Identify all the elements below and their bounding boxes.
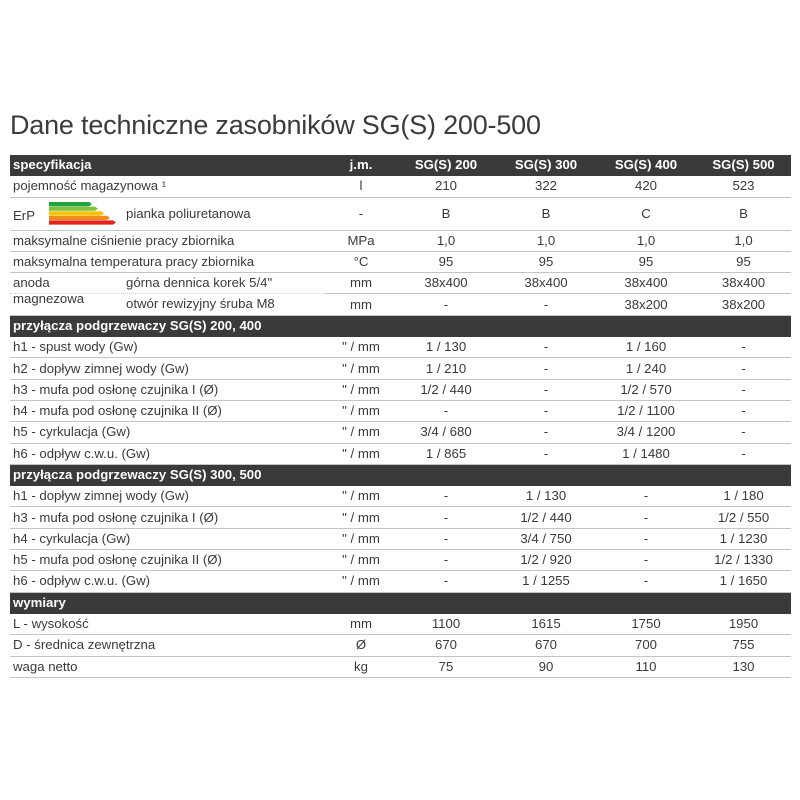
row-value: - bbox=[396, 571, 496, 592]
row-value: 1/2 / 1330 bbox=[696, 550, 791, 571]
erp-bar bbox=[49, 220, 116, 224]
row-unit: " / mm bbox=[326, 550, 396, 571]
erp-row bbox=[10, 197, 791, 230]
spec-table bbox=[10, 155, 791, 678]
row-value: 1/2 / 920 bbox=[496, 550, 596, 571]
row-value: 1 / 130 bbox=[496, 486, 596, 507]
row-value: 1615 bbox=[496, 613, 596, 634]
table-row bbox=[10, 422, 791, 443]
section-title: przyłącza podgrzewaczy SG(S) 300, 500 bbox=[10, 464, 791, 485]
row-value: - bbox=[396, 294, 496, 315]
row-value: 38x400 bbox=[396, 273, 496, 294]
row-unit: MPa bbox=[326, 230, 396, 251]
row-label: D - średnica zewnętrzna bbox=[10, 635, 326, 656]
header-spec: specyfikacja bbox=[10, 155, 326, 176]
section-title: przyłącza podgrzewaczy SG(S) 200, 400 bbox=[10, 315, 791, 336]
row-value: 1 / 180 bbox=[696, 486, 791, 507]
row-value: - bbox=[496, 422, 596, 443]
erp-energy-bars-icon bbox=[49, 202, 129, 226]
row-label: h1 - spust wody (Gw) bbox=[10, 337, 326, 358]
row-value: - bbox=[396, 400, 496, 421]
row-value: - bbox=[696, 400, 791, 421]
table-row bbox=[10, 379, 791, 400]
row-value: 38x400 bbox=[496, 273, 596, 294]
row-value: 90 bbox=[496, 656, 596, 677]
header-unit: j.m. bbox=[326, 155, 396, 176]
row-unit: - bbox=[326, 197, 396, 230]
row-value: 1/2 / 440 bbox=[396, 379, 496, 400]
row-value: 1 / 865 bbox=[396, 443, 496, 464]
table-row bbox=[10, 571, 791, 592]
erp-cell bbox=[10, 197, 326, 230]
row-value: 75 bbox=[396, 656, 496, 677]
erp-bar bbox=[49, 211, 104, 215]
row-value: 1950 bbox=[696, 613, 791, 634]
row-value: B bbox=[696, 197, 791, 230]
table-row bbox=[10, 635, 791, 656]
anoda-row bbox=[10, 273, 791, 294]
header-model: SG(S) 400 bbox=[596, 155, 696, 176]
table-row bbox=[10, 486, 791, 507]
row-value: - bbox=[696, 443, 791, 464]
row-value: 1 / 240 bbox=[596, 358, 696, 379]
table-row bbox=[10, 550, 791, 571]
row-value: 1/2 / 1100 bbox=[596, 400, 696, 421]
row-label: h5 - mufa pod osłonę czujnika II (Ø) bbox=[10, 550, 326, 571]
row-value: - bbox=[696, 358, 791, 379]
erp-bar bbox=[49, 202, 92, 206]
table-row bbox=[10, 613, 791, 634]
row-value: 1,0 bbox=[696, 230, 791, 251]
row-unit: mm bbox=[326, 294, 396, 315]
row-value: 38x200 bbox=[596, 294, 696, 315]
row-value: - bbox=[596, 486, 696, 507]
row-value: 95 bbox=[496, 251, 596, 272]
row-value: 670 bbox=[396, 635, 496, 656]
row-unit: " / mm bbox=[326, 443, 396, 464]
row-unit: Ø bbox=[326, 635, 396, 656]
row-unit: " / mm bbox=[326, 400, 396, 421]
row-label: h4 - cyrkulacja (Gw) bbox=[10, 528, 326, 549]
row-value: C bbox=[596, 197, 696, 230]
row-value: 1 / 160 bbox=[596, 337, 696, 358]
row-value: 1 / 1480 bbox=[596, 443, 696, 464]
row-value: 95 bbox=[596, 251, 696, 272]
table-header-row bbox=[10, 155, 791, 176]
row-value: - bbox=[496, 443, 596, 464]
anoda-label-line2: magnezowa bbox=[13, 291, 85, 307]
section-title: wymiary bbox=[10, 592, 791, 613]
table-row bbox=[10, 443, 791, 464]
row-value: 110 bbox=[596, 656, 696, 677]
anoda-label-line1: anoda bbox=[13, 275, 50, 291]
row-value: 210 bbox=[396, 176, 496, 197]
row-value: - bbox=[596, 528, 696, 549]
row-value: 523 bbox=[696, 176, 791, 197]
row-value: 1100 bbox=[396, 613, 496, 634]
row-label: h6 - odpływ c.w.u. (Gw) bbox=[10, 571, 326, 592]
header-model: SG(S) 300 bbox=[496, 155, 596, 176]
row-unit: kg bbox=[326, 656, 396, 677]
anoda-cell bbox=[10, 294, 326, 315]
row-value: - bbox=[496, 400, 596, 421]
row-label: h6 - odpływ c.w.u. (Gw) bbox=[10, 443, 326, 464]
row-value: - bbox=[396, 528, 496, 549]
row-value: 420 bbox=[596, 176, 696, 197]
erp-bar bbox=[49, 206, 98, 210]
header-model: SG(S) 500 bbox=[696, 155, 791, 176]
row-value: 1 / 130 bbox=[396, 337, 496, 358]
row-unit: " / mm bbox=[326, 337, 396, 358]
section-header-row bbox=[10, 592, 791, 613]
erp-insulation-label: pianka poliuretanowa bbox=[126, 205, 251, 221]
row-label: maksymalne ciśnienie pracy zbiornika bbox=[10, 230, 326, 251]
row-value: 700 bbox=[596, 635, 696, 656]
row-value: 1/2 / 550 bbox=[696, 507, 791, 528]
section-header-row bbox=[10, 464, 791, 485]
row-value: 1,0 bbox=[496, 230, 596, 251]
row-label: L - wysokość bbox=[10, 613, 326, 634]
row-label: h2 - dopływ zimnej wody (Gw) bbox=[10, 358, 326, 379]
row-value: - bbox=[696, 379, 791, 400]
page-title: Dane techniczne zasobników SG(S) 200-500 bbox=[10, 110, 541, 140]
row-value: 1 / 1650 bbox=[696, 571, 791, 592]
anoda-sub-label: otwór rewizyjny śruba M8 bbox=[126, 296, 275, 312]
row-value: - bbox=[496, 358, 596, 379]
row-value: 1,0 bbox=[396, 230, 496, 251]
row-value: 1/2 / 440 bbox=[496, 507, 596, 528]
row-value: - bbox=[696, 337, 791, 358]
row-value: - bbox=[596, 571, 696, 592]
table-row bbox=[10, 400, 791, 421]
row-value: 38x400 bbox=[596, 273, 696, 294]
row-unit: mm bbox=[326, 273, 396, 294]
row-value: 670 bbox=[496, 635, 596, 656]
row-unit: °C bbox=[326, 251, 396, 272]
row-label: h5 - cyrkulacja (Gw) bbox=[10, 422, 326, 443]
row-label: waga netto bbox=[10, 656, 326, 677]
row-value: - bbox=[596, 507, 696, 528]
row-value: - bbox=[396, 550, 496, 571]
row-value: 95 bbox=[396, 251, 496, 272]
row-unit: " / mm bbox=[326, 507, 396, 528]
row-label: h3 - mufa pod osłonę czujnika I (Ø) bbox=[10, 507, 326, 528]
table-row bbox=[10, 656, 791, 677]
table-row bbox=[10, 528, 791, 549]
anoda-row bbox=[10, 294, 791, 315]
row-label: h3 - mufa pod osłonę czujnika I (Ø) bbox=[10, 379, 326, 400]
row-value: 1,0 bbox=[596, 230, 696, 251]
table-row bbox=[10, 176, 791, 197]
row-value: - bbox=[696, 422, 791, 443]
table-row bbox=[10, 230, 791, 251]
row-label: h1 - dopływ zimnej wody (Gw) bbox=[10, 486, 326, 507]
row-value: 755 bbox=[696, 635, 791, 656]
section-header-row bbox=[10, 315, 791, 336]
row-label: pojemność magazynowa ¹ bbox=[10, 176, 326, 197]
row-value: 38x400 bbox=[696, 273, 791, 294]
row-label: maksymalna temperatura pracy zbiornika bbox=[10, 251, 326, 272]
row-value: 3/4 / 750 bbox=[496, 528, 596, 549]
row-unit: " / mm bbox=[326, 486, 396, 507]
row-value: 3/4 / 1200 bbox=[596, 422, 696, 443]
header-model: SG(S) 200 bbox=[396, 155, 496, 176]
row-unit: " / mm bbox=[326, 571, 396, 592]
row-value: - bbox=[496, 294, 596, 315]
row-value: 95 bbox=[696, 251, 791, 272]
row-value: - bbox=[396, 507, 496, 528]
row-unit: " / mm bbox=[326, 528, 396, 549]
anoda-sub-label: górna dennica korek 5/4" bbox=[126, 275, 273, 291]
erp-label: ErP bbox=[13, 207, 35, 223]
row-value: 3/4 / 680 bbox=[396, 422, 496, 443]
row-value: B bbox=[496, 197, 596, 230]
row-value: 1/2 / 570 bbox=[596, 379, 696, 400]
row-unit: mm bbox=[326, 613, 396, 634]
table-row bbox=[10, 358, 791, 379]
row-value: B bbox=[396, 197, 496, 230]
row-value: - bbox=[596, 550, 696, 571]
table-row bbox=[10, 337, 791, 358]
row-value: 1 / 1255 bbox=[496, 571, 596, 592]
row-unit: " / mm bbox=[326, 358, 396, 379]
row-value: - bbox=[496, 379, 596, 400]
row-value: 1 / 1230 bbox=[696, 528, 791, 549]
row-value: - bbox=[396, 486, 496, 507]
row-label: h4 - mufa pod osłonę czujnika II (Ø) bbox=[10, 400, 326, 421]
row-unit: " / mm bbox=[326, 422, 396, 443]
row-value: 38x200 bbox=[696, 294, 791, 315]
row-value: - bbox=[496, 337, 596, 358]
row-value: 1750 bbox=[596, 613, 696, 634]
row-value: 322 bbox=[496, 176, 596, 197]
row-value: 1 / 210 bbox=[396, 358, 496, 379]
erp-bar bbox=[49, 215, 110, 219]
row-value: 130 bbox=[696, 656, 791, 677]
table-row bbox=[10, 507, 791, 528]
table-row bbox=[10, 251, 791, 272]
row-unit: " / mm bbox=[326, 379, 396, 400]
row-unit: l bbox=[326, 176, 396, 197]
